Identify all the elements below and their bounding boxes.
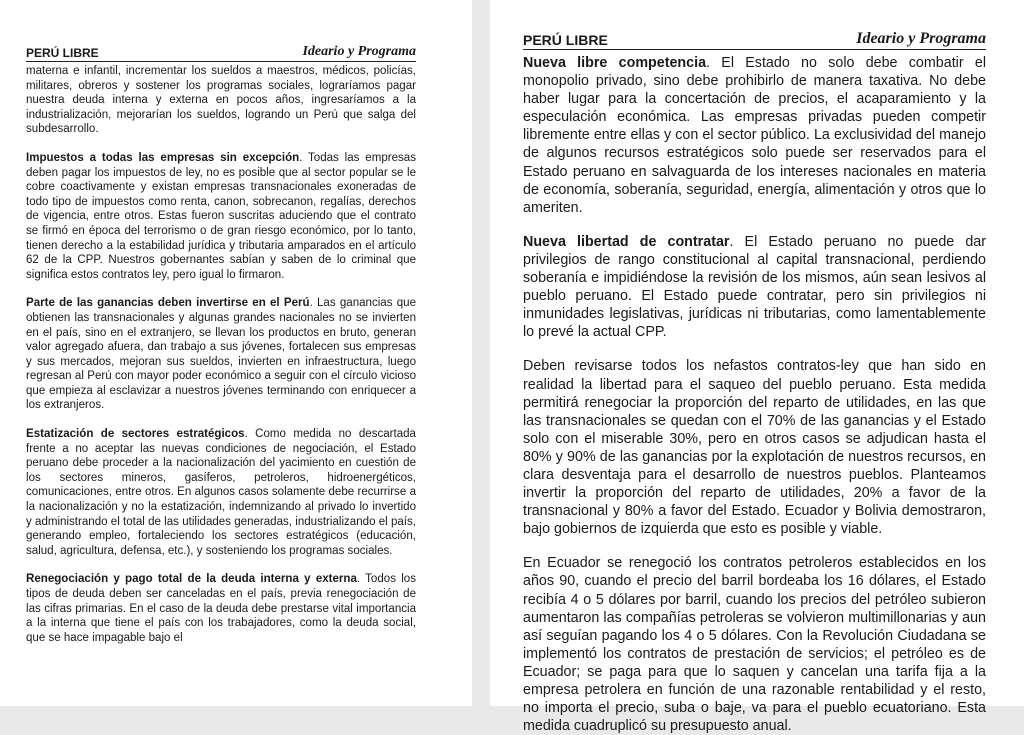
paragraph-heading: Parte de las ganancias deben invertirse en el Perú [26,297,310,310]
header-series-title: Ideario y Programa [856,30,986,47]
paragraph-competition [523,54,986,217]
paragraph-text: Deben revisarse todos los nefastos contratos-ley que han sido en realidad la libertad para el saqueo del pueblo peruano. Esta medida permitirá renegociar la proporción del reparto de utilidades, en las que las transnacionales se quedan con el 70% de las ganancias y el Estado solo con el miserable 30%, pero en otros casos se adjudican hasta el 80% y 90% de las ganancias por la explotación de nuestros recursos, en clara desventaja para el desarrollo de nuestros pueblos. Planteamos invertir la proporción del reparto de utilidades, 20% a favor de la transnacional y 80% a favor del Estado. Ecuador y Bolivia demostraron, bajo gobiernos de izquierda que esto es posible y viable. [523,358,986,538]
paragraph-text: . Todas las empresas deben pagar los impuestos de ley, no es posible que al sector popular se le cobre coactivamente y existan empresas transnacionales exoneradas de todo tipo de impuestos como renta, canon, sobrecanon, regalías, derechos de vigencia, entre otros. Estas fueron suscritas aduciendo que el contrato se firmó en época del terrorismo o de gran riesgo económico, por lo tanto, tienen derecho a la estabilidad jurídica y tributaria amparados en el artículo 62 de la CPP. Nuestros gobernantes sabían y saben de lo criminal que significa estos contratos ley, pero igual lo firmaron. [26,151,416,281]
left-page [0,0,472,706]
paragraph-contracts-law [523,357,986,538]
paragraph-ecuador [523,554,986,735]
paragraph-debt [26,572,416,645]
paragraph-text: . Las ganancias que obtienen las transnacionales y algunas grandes nacionales no se invierten en el país, sino en el extranjero, se llevan los productos en bruto, generan valor agregado afuera, dan trabajo a sus jóvenes, fortalecen sus empresas y sus mercados, mejoran sus sueldos, invierten en infraestructura, luego regresan al Perú con mayor poder económico a seguir con el círculo vicioso que empieza al esclavizar a nuestros jóvenes terminando con enriquecer a los extranjeros. [26,297,417,412]
paragraph-text: En Ecuador se renegoció los contratos petroleros establecidos en los años 90, cuando el precio del barril bordeaba los 16 dólares, el Estado recibía 4 o 5 dólares por barril, cuando los precios del petróleo subieron aumentaron las compañías petroleras se volvieron multimillonarias y aun así seguían pagando los 4 o 5 dólares. Con la Revolución Ciudadana se implementó los contratos de prestación de servicios; el petróleo es de Ecuador; se paga para que lo saquen y cancelan una tarifa fija a la empresa petrolera en función de una razonable rentabilidad y el resto, no importa el precio, suba o baje, va para el pueblo ecuatoriano. Esta medida cuadruplicó su presupuesto anual. [523,555,986,735]
page-header [26,44,416,62]
paragraph-heading: Nueva libertad de contratar [523,233,730,250]
paragraph-heading: Nueva libre competencia [523,55,707,71]
paragraph-text: . El Estado no solo debe combatir el monopolio privado, sino debe prohibirlo de manera taxativa. No debe haber lugar para la concertación de precios, el acaparamiento y la especulación económica. Las empresas privadas pueden competir libremente entre ellas y con el sector público. La exclusividad del manejo de algunos recursos estratégicos solo puede ser reservados para el Estado peruano en salvaguarda de los intereses nacionales en materia de economía, soberanía, seguridad, energía, alimentación y otros que lo ameriten. [523,55,986,216]
header-brand: PERÚ LIBRE [26,46,99,60]
paragraph-text: . Todos los tipos de deuda deben ser canceladas en el país, previa renegociación de las cifras primarias. En el caso de la deuda debe prestarse vital importancia a la interna que tiene el país con los trabajadores, como la deuda social, que se hace impagable bajo el [26,573,416,644]
paragraph-profits [26,296,416,413]
paragraph-text: . Como medida no descartada frente a no aceptar las nuevas condiciones de negociación, el Estado peruano debe proceder a la nacionalización del yacimiento en cuestión de los sectores mineros, gasíferos, petroleros, hidroenergéticos, comunicaciones, entre otros. En algunos casos solamente debe recurrirse a la nacionalización y no la estatización, indemnizando al privado lo invertido y administrando el total de las utilidades generadas, industrializando el país, generando empleo, fortaleciendo los sectores estratégicos (educación, salud, agricultura, defensa, etc.), y sosteniendo los programas sociales. [26,428,416,557]
right-page [490,0,1024,735]
paragraph-heading: Renegociación y pago total de la deuda interna y externa [26,573,357,586]
header-brand: PERÚ LIBRE [523,32,608,48]
paragraph-text: . El Estado peruano no puede dar privilegios de rango constitucional al capital transnacional, perdiendo soberanía e impidiéndose la revisión de los mismos, aún sean lesivos al pueblo peruano. El Estado puede contratar, pero sin privilegios ni inmunidades legislativas, jurídicas ni tributarias, como lamentablemente lo prevé la actual CPP. [523,233,986,341]
paragraph-heading: Impuestos a todas las empresas sin excepción [26,151,300,164]
paragraph-text: materna e infantil, incrementar los sueldos a maestros, médicos, policías, militares, obreros y sostener los programas sociales, lograríamos pagar nuestra deuda interna y externa en pocos años, ingresaríamos a la industrialización, mejorarían los sueldos, logrando un Perú que salga del subdesarrollo. [26,65,416,136]
header-series-title: Ideario y Programa [302,44,416,59]
paragraph-continuation [26,64,416,137]
paragraph-nationalization [26,427,416,558]
paragraph-taxes [26,151,416,282]
paragraph-heading: Estatización de sectores estratégicos [26,428,245,441]
page-header [523,30,986,50]
paragraph-contracting [523,233,986,342]
